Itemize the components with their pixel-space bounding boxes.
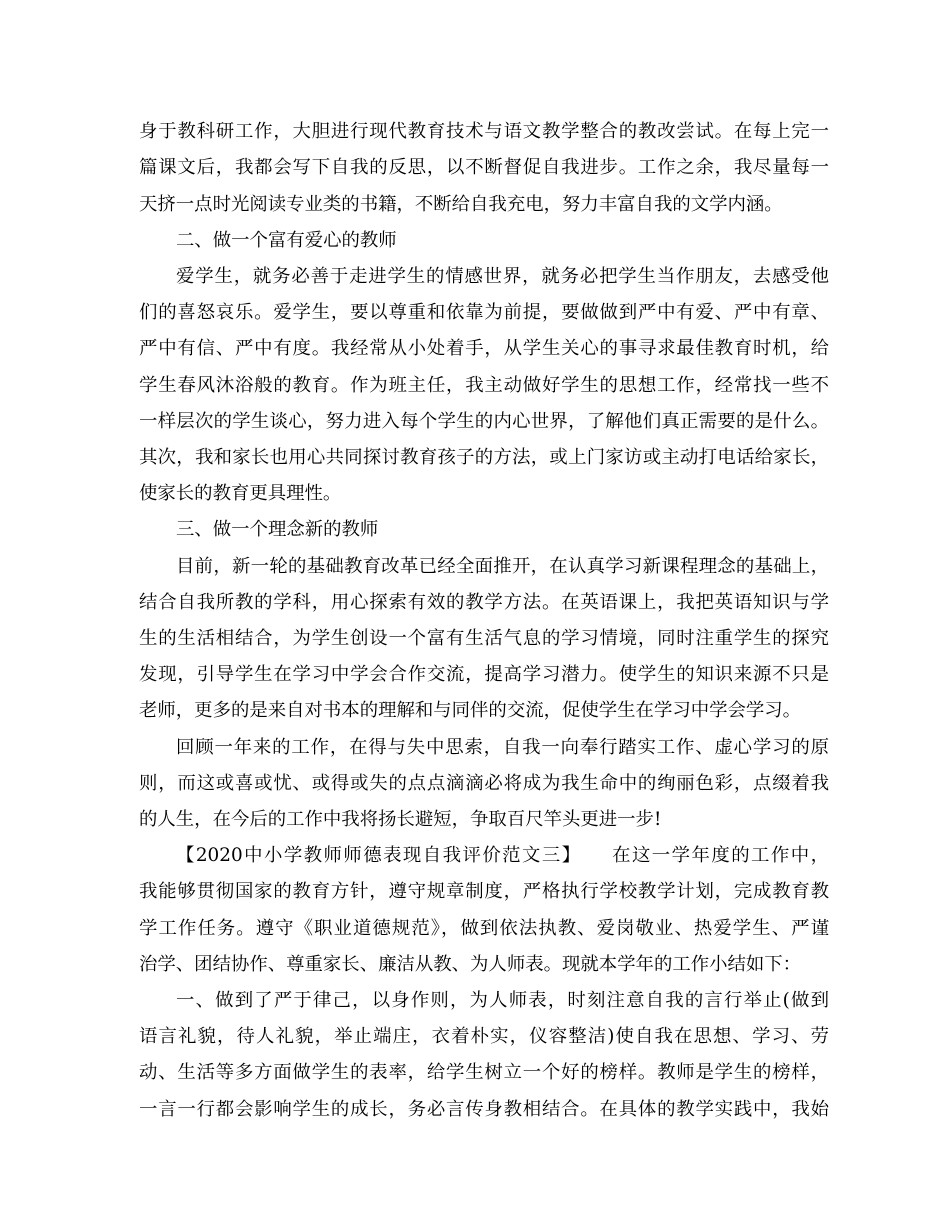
- text-line: 老师，更多的是来自对书本的理解和与同伴的交流，促使学生在学习中学会学习。: [139, 700, 802, 721]
- text-line: 回顾一年来的工作，在得与失中思索，自我一向奉行踏实工作、虚心学习的原: [176, 737, 829, 758]
- text-line: 目前，新一轮的基础教育改革已经全面推开，在认真学习新课程理念的基础上，: [176, 556, 829, 577]
- text-line: 动、生活等多方面做学生的表率，给学生树立一个好的榜样。教师是学生的榜样，: [139, 1062, 829, 1083]
- text-line: 语言礼貌，待人礼貌，举止端庄，衣着朴实，仪容整洁)使自我在思想、学习、劳: [139, 1026, 829, 1047]
- text-line: 天挤一点时光阅读专业类的书籍，不断给自我充电，努力丰富自我的文学内涵。: [139, 194, 783, 215]
- text-line: 爱学生，就务必善于走进学生的情感世界，就务必把学生当作朋友，去感受他: [176, 266, 829, 287]
- section-heading: 二、做一个富有爱心的教师: [176, 230, 397, 251]
- text-line: 其次，我和家长也用心共同探讨教育孩子的方法，或上门家访或主动打电话给家长，: [139, 447, 829, 468]
- text-line: 生的生活相结合，为学生创设一个富有生活气息的学习情境，同时注重学生的探究: [139, 628, 829, 649]
- text-line: 学生春风沐浴般的教育。作为班主任，我主动做好学生的思想工作，经常找一些不: [139, 375, 829, 396]
- text-line: 一、做到了严于律己，以身作则，为人师表，时刻注意自我的言行举止(做到: [176, 990, 829, 1011]
- text-line: 治学、团结协作、尊重家长、廉洁从教、为人师表。现就本学年的工作小结如下：: [139, 954, 802, 975]
- text-line: 一言一行都会影响学生的成长，务必言传身教相结合。在具体的教学实践中，我始: [139, 1099, 829, 1120]
- text-line: 我能够贯彻国家的教育方针，遵守规章制度，严格执行学校教学计划，完成教育教: [139, 881, 829, 902]
- text-line: 结合自我所教的学科，用心探索有效的教学方法。在英语课上，我把英语知识与学: [139, 592, 829, 613]
- text-line: 则，而这或喜或忧、或得或失的点点滴滴必将成为我生命中的绚丽色彩，点缀着我: [139, 773, 829, 794]
- text-line: 【2020中小学教师师德表现自我评价范文三】 在这一学年度的工作中，: [176, 845, 829, 866]
- text-line: 的人生，在今后的工作中我将扬长避短，争取百尺竿头更进一步!: [139, 809, 662, 830]
- text-line: 们的喜怒哀乐。爱学生，要以尊重和依靠为前提，要做做到严中有爱、严中有章、: [139, 302, 829, 323]
- text-line: 身于教科研工作，大胆进行现代教育技术与语文教学整合的教改尝试。在每上完一: [139, 121, 829, 142]
- text-line: 严中有信、严中有度。我经常从小处着手，从学生关心的事寻求最佳教育时机，给: [139, 338, 829, 359]
- text-line: 使家长的教育更具理性。: [139, 483, 342, 504]
- text-line: 发现，引导学生在学习中学会合作交流，提高学习潜力。使学生的知识来源不只是: [139, 664, 829, 685]
- text-line: 学工作任务。遵守《职业道德规范》，做到依法执教、爱岗敬业、热爱学生、严谨: [139, 918, 829, 939]
- text-line: 篇课文后，我都会写下自我的反思，以不断督促自我进步。工作之余，我尽量每一: [139, 157, 829, 178]
- section-heading: 三、做一个理念新的教师: [176, 519, 379, 540]
- text-line: 一样层次的学生谈心，努力进入每个学生的内心世界，了解他们真正需要的是什么。: [139, 411, 829, 432]
